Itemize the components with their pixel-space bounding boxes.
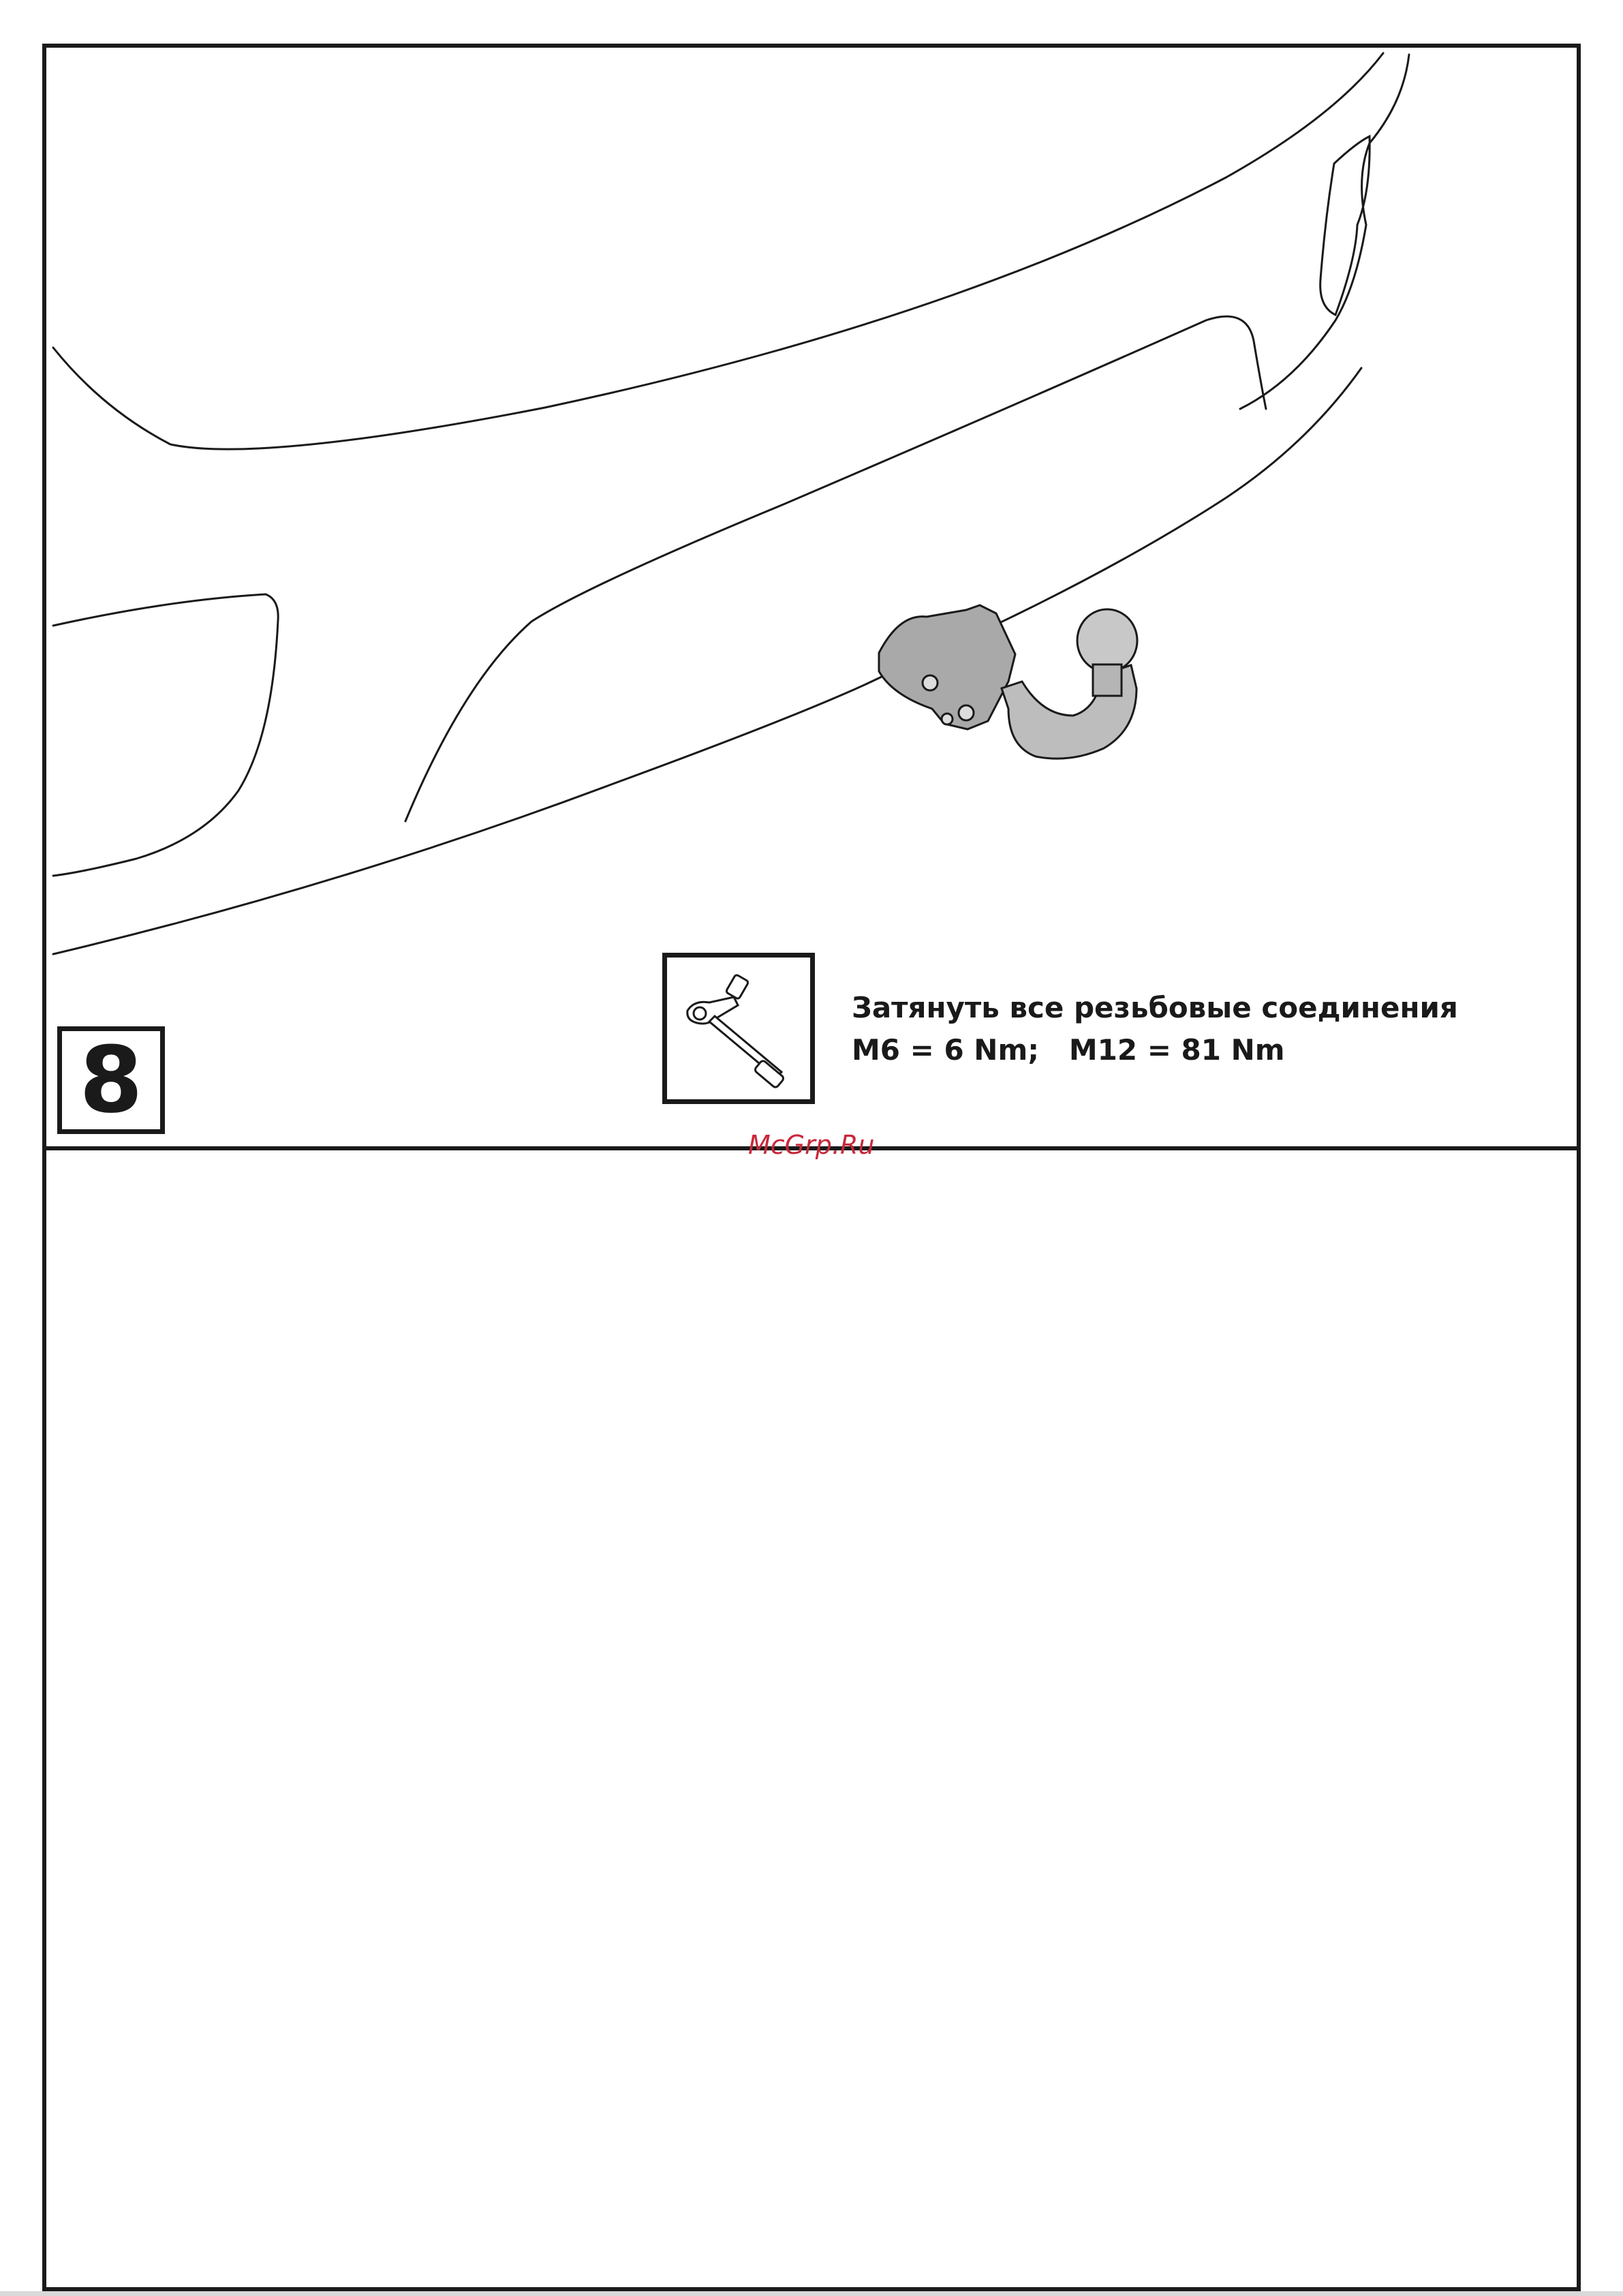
instruction-line-2: M6 = 6 Nm; M12 = 81 Nm <box>852 1033 1285 1067</box>
bumper-recess <box>405 316 1266 821</box>
towbar-ball <box>1077 609 1137 672</box>
instruction-text <box>852 987 1458 1071</box>
upper-body-line <box>53 53 1383 449</box>
towbar-bracket <box>879 605 1015 729</box>
towbar-neck <box>1093 664 1122 696</box>
step-number: 8 <box>57 1026 165 1134</box>
towbar <box>879 605 1137 759</box>
lower-bumper-edge <box>53 368 1361 954</box>
bracket-bolt-2 <box>959 705 974 720</box>
watermark[interactable]: McGrp.Ru <box>748 1130 875 1160</box>
torque-wrench-icon <box>667 958 810 1099</box>
empty-panel <box>42 1146 1581 2291</box>
page-bottom-divider <box>0 2291 1623 2296</box>
left-reflector <box>53 594 278 876</box>
bracket-bolt-3 <box>942 714 953 724</box>
bracket-bolt <box>923 675 938 690</box>
instruction-line-1: Затянуть все резьбовые соединения <box>852 991 1458 1024</box>
tool-frame <box>662 953 815 1104</box>
right-reflector <box>1320 136 1370 315</box>
